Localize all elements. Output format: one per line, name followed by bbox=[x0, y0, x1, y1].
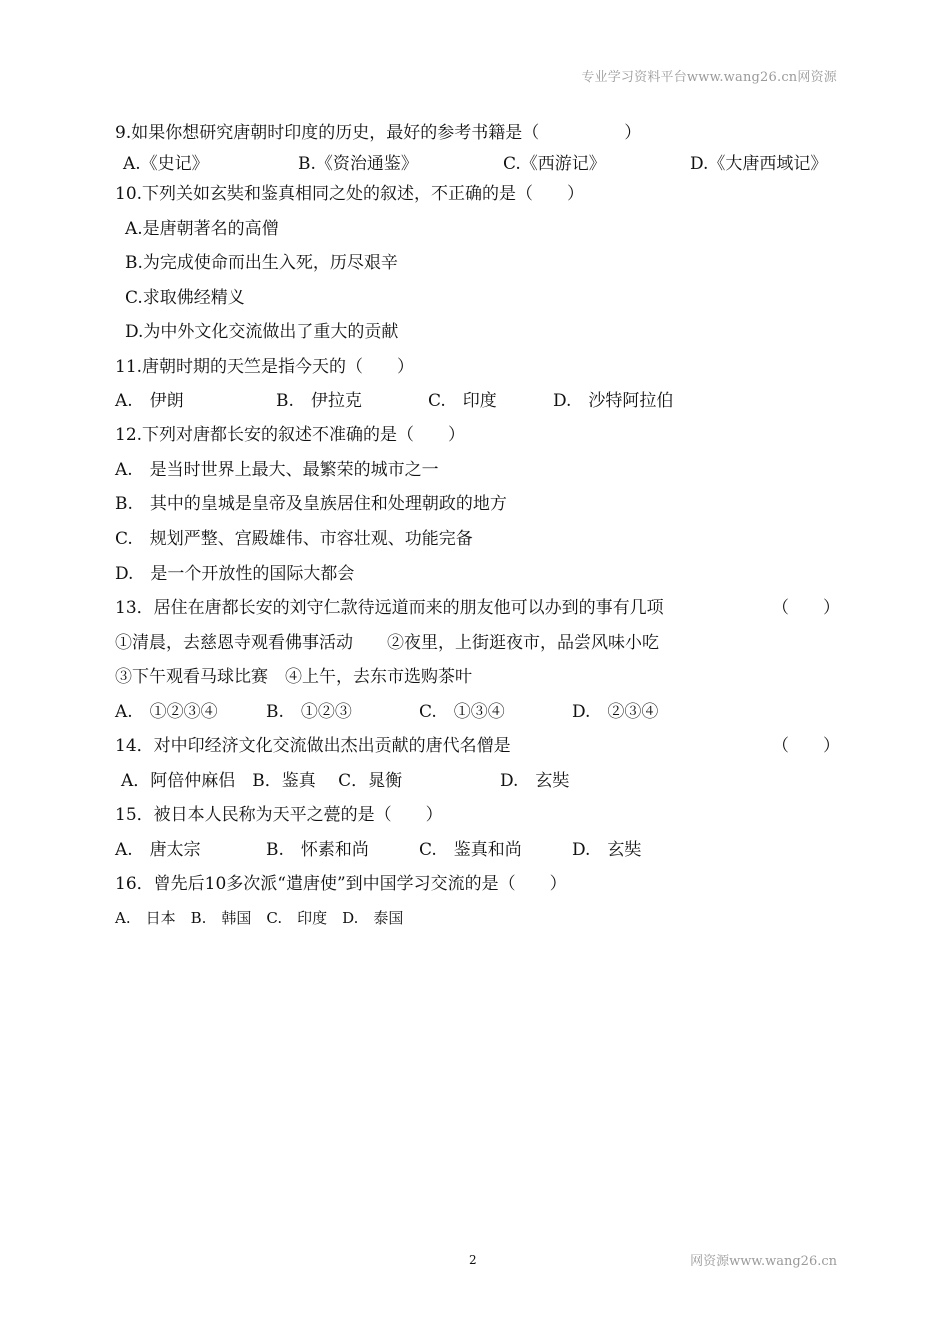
question-14-answer-bracket: （ ） bbox=[772, 736, 840, 756]
question-9-option-d: D.《大唐西域记》 bbox=[690, 154, 828, 174]
question-14-option-d: D. 玄奘 bbox=[500, 771, 570, 791]
question-13-option-a: A. ①②③④ bbox=[115, 702, 218, 722]
page-header-watermark: 专业学习资料平台www.wang26.cn网资源 bbox=[581, 70, 837, 85]
question-13-option-d: D. ②③④ bbox=[572, 702, 659, 722]
question-10-option-b: B.为完成使命而出生入死，历尽艰辛 bbox=[125, 253, 398, 273]
question-15-option-d: D. 玄奘 bbox=[572, 840, 642, 860]
question-10-option-d: D.为中外文化交流做出了重大的贡献 bbox=[125, 322, 399, 342]
page-footer-watermark: 网资源www.wang26.cn bbox=[690, 1254, 837, 1269]
question-11-option-a: A. 伊朗 bbox=[115, 391, 184, 411]
question-10-option-c: C.求取佛经精义 bbox=[125, 288, 245, 308]
page-number: 2 bbox=[469, 1253, 477, 1267]
question-13-answer-bracket: （ ） bbox=[772, 598, 840, 618]
question-10-stem: 10.下列关如玄奘和鉴真相同之处的叙述，不正确的是（ ） bbox=[115, 184, 585, 204]
question-9-stem: 9.如果你想研究唐朝时印度的历史，最好的参考书籍是（ ） bbox=[115, 123, 642, 143]
question-15-option-b: B. 怀素和尚 bbox=[266, 840, 369, 860]
question-14-stem: 14．对中印经济文化交流做出杰出贡献的唐代名僧是 bbox=[115, 736, 511, 756]
question-15-option-c: C. 鉴真和尚 bbox=[419, 840, 522, 860]
question-16-stem: 16．曾先后10多次派“遣唐使”到中国学习交流的是（ ） bbox=[115, 874, 567, 894]
question-16-options: A. 日本 B. 韩国 C. 印度 D. 泰国 bbox=[115, 909, 404, 927]
question-12-option-b: B. 其中的皇城是皇帝及皇族居住和处理朝政的地方 bbox=[115, 494, 507, 514]
question-15-stem: 15．被日本人民称为天平之甍的是（ ） bbox=[115, 805, 443, 825]
question-12-stem: 12.下列对唐都长安的叙述不准确的是（ ） bbox=[115, 425, 466, 445]
question-13-option-c: C. ①③④ bbox=[419, 702, 505, 722]
question-13-stem: 13．居住在唐都长安的刘守仁款待远道而来的朋友他可以办到的事有几项 bbox=[115, 598, 664, 618]
question-11-option-c: C. 印度 bbox=[428, 391, 497, 411]
question-11-option-d: D. 沙特阿拉伯 bbox=[553, 391, 674, 411]
question-13-items-line-2: ③下午观看马球比赛 ④上午，去东市选购茶叶 bbox=[115, 667, 472, 687]
question-11-stem: 11.唐朝时期的天竺是指今天的（ ） bbox=[115, 357, 415, 377]
question-14-options-a-to-c: A．阿倍仲麻侣 B．鉴真 C．晁衡 bbox=[121, 771, 403, 791]
question-12-option-d: D. 是一个开放性的国际大都会 bbox=[115, 564, 355, 584]
question-11-option-b: B. 伊拉克 bbox=[276, 391, 362, 411]
question-9-option-a: A.《史记》 bbox=[123, 154, 209, 174]
question-10-option-a: A.是唐朝著名的高僧 bbox=[125, 219, 279, 239]
question-15-option-a: A. 唐太宗 bbox=[115, 840, 201, 860]
question-12-option-c: C. 规划严整、宫殿雄伟、市容壮观、功能完备 bbox=[115, 529, 473, 549]
question-13-items-line-1: ①清晨，去慈恩寺观看佛事活动 ②夜里，上街逛夜市，品尝风味小吃 bbox=[115, 633, 659, 653]
question-13-option-b: B. ①②③ bbox=[266, 702, 352, 722]
question-12-option-a: A. 是当时世界上最大、最繁荣的城市之一 bbox=[115, 460, 439, 480]
question-9-option-c: C.《西游记》 bbox=[503, 154, 606, 174]
question-9-option-b: B.《资治通鉴》 bbox=[298, 154, 418, 174]
